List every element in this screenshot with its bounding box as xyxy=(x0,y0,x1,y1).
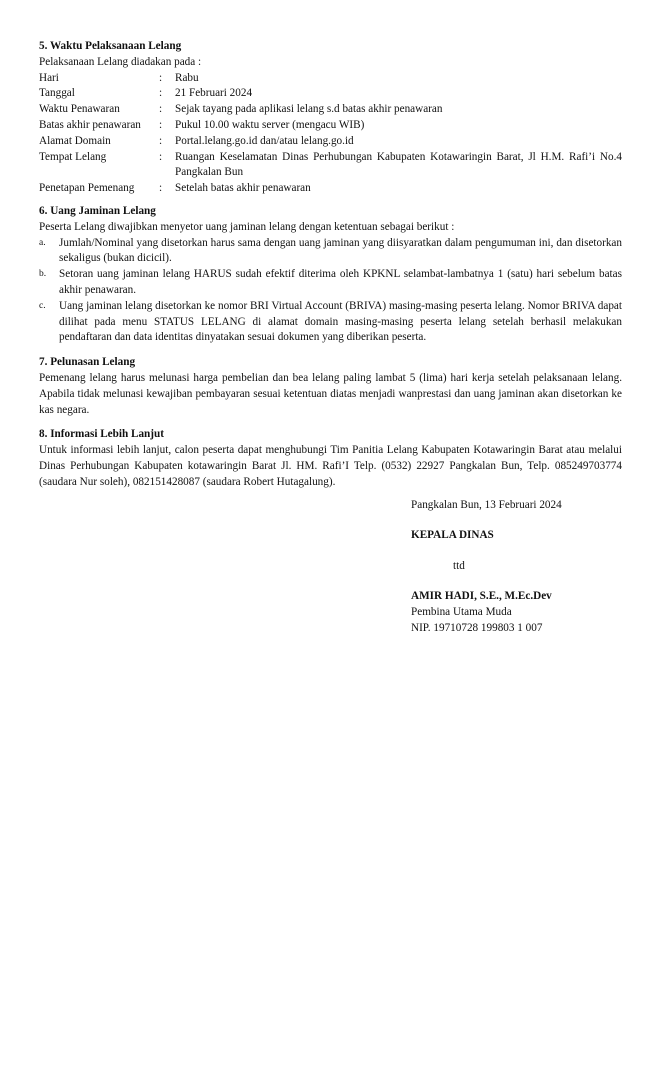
signature-place-date: Pangkalan Bun, 13 Februari 2024 xyxy=(411,499,562,511)
info-colon: : xyxy=(159,87,163,100)
list-item xyxy=(39,236,622,268)
list-text: Setoran uang jaminan lelang HARUS sudah efektif diterima oleh KPKNL selambat-lambatnya 1 (satu) hari sebelum batas akhir penawaran. xyxy=(59,268,622,296)
info-value: Portal.lelang.go.id dan/atau lelang.go.id xyxy=(175,134,354,147)
info-value: Setelah batas akhir penawaran xyxy=(175,182,311,195)
signatory-rank: Pembina Utama Muda xyxy=(411,606,512,619)
info-row-tempat-lelang xyxy=(39,150,622,182)
signature-position: KEPALA DINAS xyxy=(411,528,494,541)
info-label: Penetapan Pemenang xyxy=(39,182,135,195)
section-title: 5. Waktu Pelaksanaan Lelang xyxy=(39,40,182,52)
info-value: Ruangan Keselamatan Dinas Perhubungan Kabupaten Kotawaringin Barat, Jl H.M. Rafi’i No.4 Pangkalan Bun xyxy=(175,150,622,179)
list-item xyxy=(39,299,622,346)
info-colon: : xyxy=(159,182,163,195)
list-marker: a. xyxy=(39,237,46,248)
list-item xyxy=(39,267,622,299)
section-body: Untuk informasi lebih lanjut, calon peserta dapat menghubungi Tim Panitia Lelang Kabupaten Kotawaringin Barat atau melalui Dinas Perhubungan Kabupaten kotawaringin Barat Jl. HM. Rafi’I Telp. (0532) 22927 Pangkalan Bun, Telp. 085249703774 (saudara Nur soleh), 082151428087 (saudara Robert Hutagalung). xyxy=(39,444,622,488)
info-label: Hari xyxy=(39,71,59,84)
section-uang-jaminan xyxy=(39,204,622,346)
info-label: Tanggal xyxy=(39,87,75,100)
info-label: Waktu Penawaran xyxy=(39,103,120,116)
info-row-penetapan-pemenang xyxy=(39,181,622,197)
section-intro: Peserta Lelang diwajibkan menyetor uang jaminan lelang dengan ketentuan sebagai berikut : xyxy=(39,220,455,233)
section-intro: Pelaksanaan Lelang diadakan pada : xyxy=(39,55,202,68)
section-waktu-pelaksanaan xyxy=(39,39,622,197)
info-value: Pukul 10.00 waktu server (mengacu WIB) xyxy=(175,118,365,131)
signature-block xyxy=(411,498,641,637)
section-title: 8. Informasi Lebih Lanjut xyxy=(39,428,164,441)
info-row-alamat-domain xyxy=(39,134,622,150)
info-value: Sejak tayang pada aplikasi lelang s.d batas akhir penawaran xyxy=(175,103,443,116)
section-body: Pemenang lelang harus melunasi harga pembelian dan bea lelang paling lambat 5 (lima) hari kerja setelah pelaksanaan lelang. Apabila tidak melunasi kewajiban pembayaran sesuai ketentuan diatas menjadi wanprestasi dan uang jaminan akan disetorkan ke kas negara. xyxy=(39,371,622,416)
info-colon: : xyxy=(159,118,163,131)
info-colon: : xyxy=(159,150,163,163)
info-colon: : xyxy=(159,71,163,84)
list-marker: c. xyxy=(39,300,46,311)
section-informasi xyxy=(39,427,622,490)
info-value: 21 Februari 2024 xyxy=(175,87,253,100)
list-text: Jumlah/Nominal yang disetorkan harus sama dengan uang jaminan yang diisyaratkan dalam pengumuman ini, dan disetorkan sekaligus (bukan dicicil). xyxy=(59,236,622,265)
info-label: Batas akhir penawaran xyxy=(39,118,141,131)
info-row-batas-akhir xyxy=(39,118,622,134)
section-pelunasan xyxy=(39,355,622,418)
info-label: Alamat Domain xyxy=(39,134,111,147)
signatory-nip: NIP. 19710728 199803 1 007 xyxy=(411,621,543,634)
signature-ttd: ttd xyxy=(453,559,465,572)
info-label: Tempat Lelang xyxy=(39,150,107,163)
info-value: Rabu xyxy=(175,71,199,84)
list-text: Uang jaminan lelang disetorkan ke nomor BRI Virtual Account (BRIVA) masing-masing peserta lelang. Nomor BRIVA dapat dilihat pada menu STATUS LELANG di alamat domain masing-masing peserta lelang setelah berhasil melakukan pendaftaran dan data identitas dinyatakan sesuai dokumen yang diberikan peserta. xyxy=(59,299,622,344)
info-colon: : xyxy=(159,134,163,147)
info-row-tanggal xyxy=(39,86,622,102)
signatory-name: AMIR HADI, S.E., M.Ec.Dev xyxy=(411,590,552,603)
info-row-hari xyxy=(39,71,622,87)
info-colon: : xyxy=(159,103,163,116)
document-page xyxy=(39,39,622,500)
info-row-waktu-penawaran xyxy=(39,102,622,118)
section-title: 6. Uang Jaminan Lelang xyxy=(39,204,156,217)
list-marker: b. xyxy=(39,269,47,280)
section-title: 7. Pelunasan Lelang xyxy=(39,356,136,369)
